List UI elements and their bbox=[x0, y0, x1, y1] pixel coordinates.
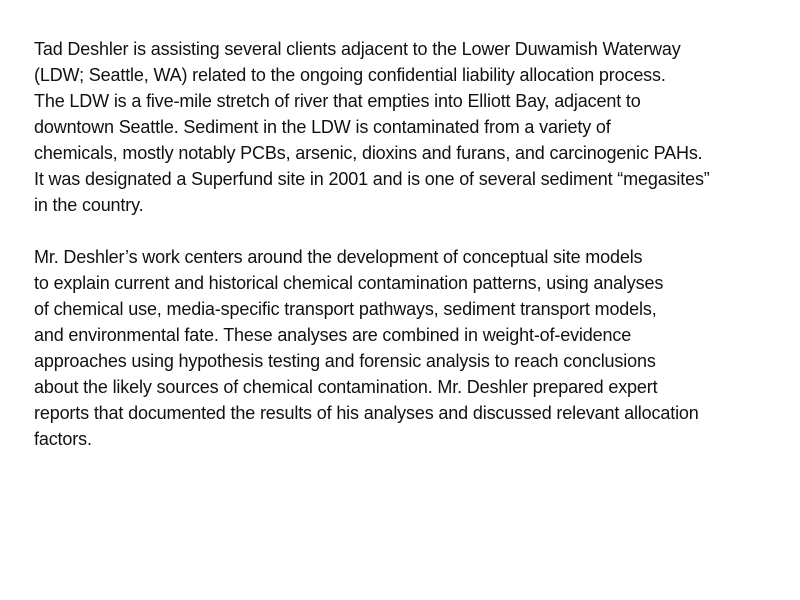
text-line: to explain current and historical chemical contamination patterns, using analyses bbox=[34, 273, 664, 293]
text-line: factors. bbox=[34, 429, 92, 449]
text-line: Mr. Deshler’s work centers around the development of conceptual site models bbox=[34, 247, 643, 267]
document-page bbox=[34, 36, 794, 452]
text-line: approaches using hypothesis testing and forensic analysis to reach conclusions bbox=[34, 351, 656, 371]
text-line: reports that documented the results of his analyses and discussed relevant allocation bbox=[34, 403, 699, 423]
text-line: of chemical use, media-specific transport pathways, sediment transport models, bbox=[34, 299, 657, 319]
text-line: It was designated a Superfund site in 2001 and is one of several sediment “megasites” bbox=[34, 169, 710, 189]
paragraph-gap bbox=[34, 218, 794, 244]
paragraph-deshler-work bbox=[34, 244, 794, 452]
text-line: Tad Deshler is assisting several clients adjacent to the Lower Duwamish Waterway bbox=[34, 39, 681, 59]
text-line: about the likely sources of chemical contamination. Mr. Deshler prepared expert bbox=[34, 377, 658, 397]
text-line: in the country. bbox=[34, 195, 144, 215]
text-line: The LDW is a five-mile stretch of river that empties into Elliott Bay, adjacent to bbox=[34, 91, 641, 111]
text-line: and environmental fate. These analyses are combined in weight-of-evidence bbox=[34, 325, 632, 345]
paragraph-ldw-overview bbox=[34, 36, 794, 218]
text-line: chemicals, mostly notably PCBs, arsenic, dioxins and furans, and carcinogenic PAHs. bbox=[34, 143, 703, 163]
text-line: downtown Seattle. Sediment in the LDW is contaminated from a variety of bbox=[34, 117, 611, 137]
text-line: (LDW; Seattle, WA) related to the ongoing confidential liability allocation process. bbox=[34, 65, 666, 85]
